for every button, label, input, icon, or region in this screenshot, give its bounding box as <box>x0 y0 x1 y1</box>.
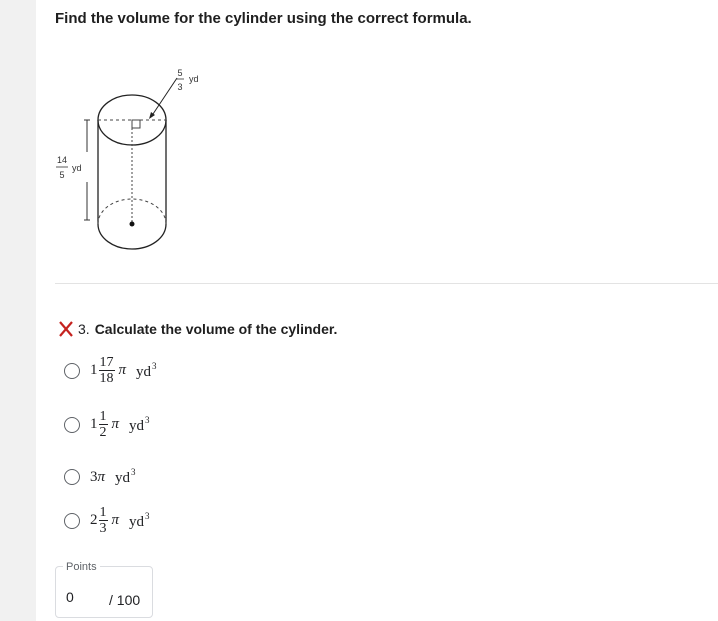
page-title: Find the volume for the cylinder using the correct formula. <box>55 10 472 27</box>
option-unit-text: yd <box>129 417 145 434</box>
option-denominator: 18 <box>99 371 114 386</box>
option-exponent: 3 <box>145 510 150 521</box>
answer-option-4[interactable] <box>64 505 150 536</box>
points-total: / 100 <box>109 592 141 608</box>
option-numerator: 1 <box>99 505 107 520</box>
incorrect-x-icon <box>58 320 74 338</box>
option-pi: π <box>97 468 106 485</box>
option-unit <box>129 511 150 531</box>
question-text: Calculate the volume of the cylinder. <box>94 321 338 337</box>
cylinder-bottom-front <box>98 224 166 249</box>
option-math <box>90 355 157 386</box>
left-sidebar-strip <box>0 0 36 621</box>
points-value[interactable]: 0 <box>66 589 74 605</box>
option-whole: 2 <box>90 512 98 528</box>
option-unit-text: yd <box>136 363 152 380</box>
option-math <box>90 409 150 440</box>
right-angle-marker <box>132 120 140 128</box>
option-unit <box>136 361 157 381</box>
option-pi: π <box>118 362 127 378</box>
option-fraction <box>99 505 108 536</box>
option-unit-text: yd <box>129 513 145 530</box>
option-whole: 3 <box>90 468 98 485</box>
option-whole: 1 <box>90 362 98 378</box>
question-header <box>58 320 337 338</box>
option-fraction <box>99 355 115 386</box>
option-denominator: 3 <box>99 521 107 536</box>
radio-button[interactable] <box>64 363 80 379</box>
section-divider <box>55 283 718 284</box>
option-fraction <box>99 409 108 440</box>
height-label-numerator: 14 <box>56 155 68 165</box>
cylinder-diagram <box>50 60 220 260</box>
radius-label-denominator: 3 <box>177 82 183 92</box>
option-numerator: 1 <box>99 409 107 424</box>
option-exponent: 3 <box>131 467 136 477</box>
option-whole: 1 <box>90 416 98 432</box>
points-field[interactable] <box>55 561 153 618</box>
option-denominator: 2 <box>99 425 107 440</box>
radio-button[interactable] <box>64 513 80 529</box>
option-numerator: 17 <box>99 355 114 370</box>
cylinder-figure <box>50 60 220 265</box>
bottom-center-point <box>130 222 135 227</box>
radius-label-numerator: 5 <box>177 68 183 78</box>
option-pi: π <box>111 512 120 528</box>
radio-button[interactable] <box>64 417 80 433</box>
option-pi: π <box>111 416 120 432</box>
answer-option-3[interactable] <box>64 467 136 487</box>
answer-option-1[interactable] <box>64 355 157 386</box>
question-number: 3. <box>78 321 90 337</box>
option-math <box>90 467 136 487</box>
radio-button[interactable] <box>64 469 80 485</box>
radius-label-unit: yd <box>189 74 199 84</box>
option-unit <box>115 467 136 487</box>
points-label: Points <box>63 561 100 573</box>
option-exponent: 3 <box>152 360 157 371</box>
option-unit-text: yd <box>115 470 131 486</box>
option-math <box>90 505 150 536</box>
option-exponent: 3 <box>145 414 150 425</box>
option-unit <box>129 415 150 435</box>
height-label-unit: yd <box>72 163 82 173</box>
height-label-denominator: 5 <box>59 170 65 180</box>
answer-option-2[interactable] <box>64 409 150 440</box>
